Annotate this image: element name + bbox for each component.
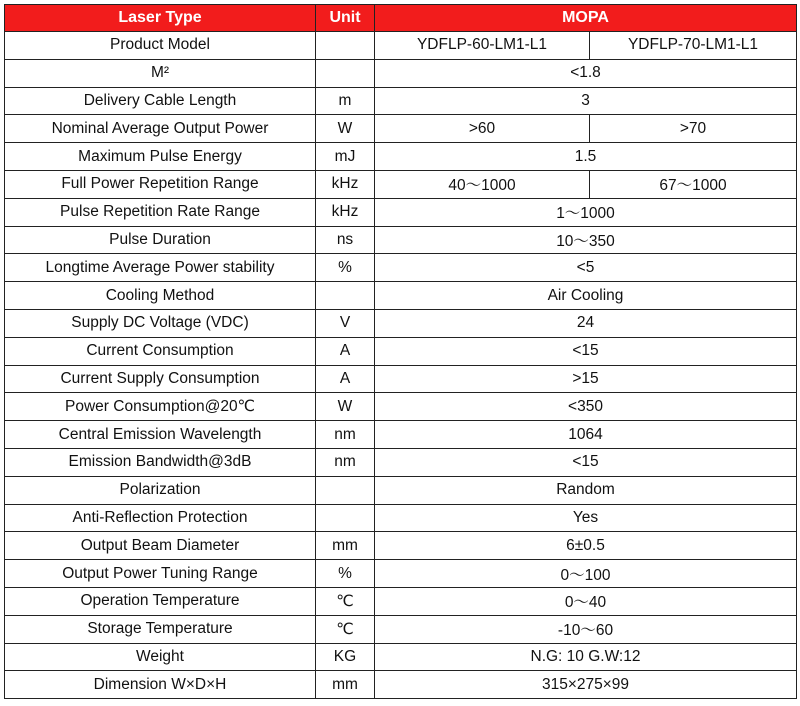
parameter-name: Supply DC Voltage (VDC) [5,309,316,337]
table-row [5,448,797,476]
parameter-unit: W [316,115,375,143]
parameter-name: Full Power Repetition Range [5,170,316,198]
table-row [5,587,797,615]
table-row [5,671,797,699]
parameter-name: Polarization [5,476,316,504]
table-row [5,532,797,560]
parameter-value: 3 [375,87,797,115]
parameter-unit: m [316,87,375,115]
parameter-unit [316,282,375,310]
parameter-value: <1.8 [375,59,797,87]
parameter-name: Pulse Repetition Rate Range [5,198,316,226]
header-mopa: MOPA [375,5,797,32]
parameter-unit: mJ [316,143,375,171]
parameter-name: Pulse Duration [5,226,316,254]
parameter-name: Nominal Average Output Power [5,115,316,143]
parameter-name: Central Emission Wavelength [5,421,316,449]
parameter-unit: kHz [316,170,375,198]
table-body [5,32,797,699]
parameter-unit: A [316,337,375,365]
parameter-unit: W [316,393,375,421]
parameter-unit: V [316,309,375,337]
parameter-name: Weight [5,643,316,671]
table-row [5,504,797,532]
spec-table [4,4,797,699]
parameter-value: YDFLP-70-LM1-L1 [590,32,797,60]
parameter-value: -10～60 [375,615,797,643]
table-row [5,198,797,226]
header-row [5,5,797,32]
header-unit: Unit [316,5,375,32]
table-row [5,476,797,504]
parameter-value: YDFLP-60-LM1-L1 [375,32,590,60]
parameter-value: 1.5 [375,143,797,171]
table-row [5,59,797,87]
parameter-unit: KG [316,643,375,671]
parameter-value: 6±0.5 [375,532,797,560]
parameter-name: Product Model [5,32,316,60]
table-row [5,32,797,60]
header-laser-type: Laser Type [5,5,316,32]
parameter-value: <15 [375,448,797,476]
parameter-name: M² [5,59,316,87]
parameter-name: Current Supply Consumption [5,365,316,393]
parameter-value: 315×275×99 [375,671,797,699]
parameter-unit [316,476,375,504]
parameter-unit: A [316,365,375,393]
parameter-unit: mm [316,671,375,699]
parameter-unit: % [316,254,375,282]
parameter-value: >15 [375,365,797,393]
table-row [5,643,797,671]
parameter-name: Storage Temperature [5,615,316,643]
parameter-unit: nm [316,421,375,449]
table-row [5,226,797,254]
parameter-unit: kHz [316,198,375,226]
parameter-name: Operation Temperature [5,587,316,615]
parameter-name: Emission Bandwidth@3dB [5,448,316,476]
parameter-name: Output Beam Diameter [5,532,316,560]
parameter-value: 24 [375,309,797,337]
parameter-value: Random [375,476,797,504]
table-row [5,170,797,198]
parameter-name: Output Power Tuning Range [5,560,316,588]
parameter-unit [316,32,375,60]
parameter-value: <15 [375,337,797,365]
parameter-name: Power Consumption@20℃ [5,393,316,421]
parameter-name: Longtime Average Power stability [5,254,316,282]
table-row [5,115,797,143]
parameter-value: 0～100 [375,560,797,588]
parameter-value: 1064 [375,421,797,449]
parameter-value: 10～350 [375,226,797,254]
table-row [5,337,797,365]
parameter-unit: ℃ [316,587,375,615]
parameter-name: Current Consumption [5,337,316,365]
parameter-value: 40～1000 [375,170,590,198]
table-row [5,87,797,115]
parameter-value: <5 [375,254,797,282]
table-header [5,5,797,32]
parameter-unit [316,59,375,87]
parameter-name: Cooling Method [5,282,316,310]
table-row [5,421,797,449]
parameter-name: Delivery Cable Length [5,87,316,115]
parameter-value: >60 [375,115,590,143]
parameter-unit: nm [316,448,375,476]
parameter-unit: ℃ [316,615,375,643]
table-row [5,560,797,588]
parameter-unit: % [316,560,375,588]
parameter-value: 0～40 [375,587,797,615]
parameter-value: N.G: 10 G.W:12 [375,643,797,671]
parameter-name: Maximum Pulse Energy [5,143,316,171]
parameter-name: Anti-Reflection Protection [5,504,316,532]
parameter-value: Yes [375,504,797,532]
parameter-unit: ns [316,226,375,254]
parameter-value: <350 [375,393,797,421]
parameter-value: 1～1000 [375,198,797,226]
parameter-unit [316,504,375,532]
table-row [5,615,797,643]
table-row [5,309,797,337]
table-row [5,254,797,282]
table-row [5,393,797,421]
table-row [5,143,797,171]
parameter-name: Dimension W×D×H [5,671,316,699]
table-row [5,282,797,310]
parameter-value: >70 [590,115,797,143]
table-row [5,365,797,393]
parameter-unit: mm [316,532,375,560]
parameter-value: 67～1000 [590,170,797,198]
parameter-value: Air Cooling [375,282,797,310]
